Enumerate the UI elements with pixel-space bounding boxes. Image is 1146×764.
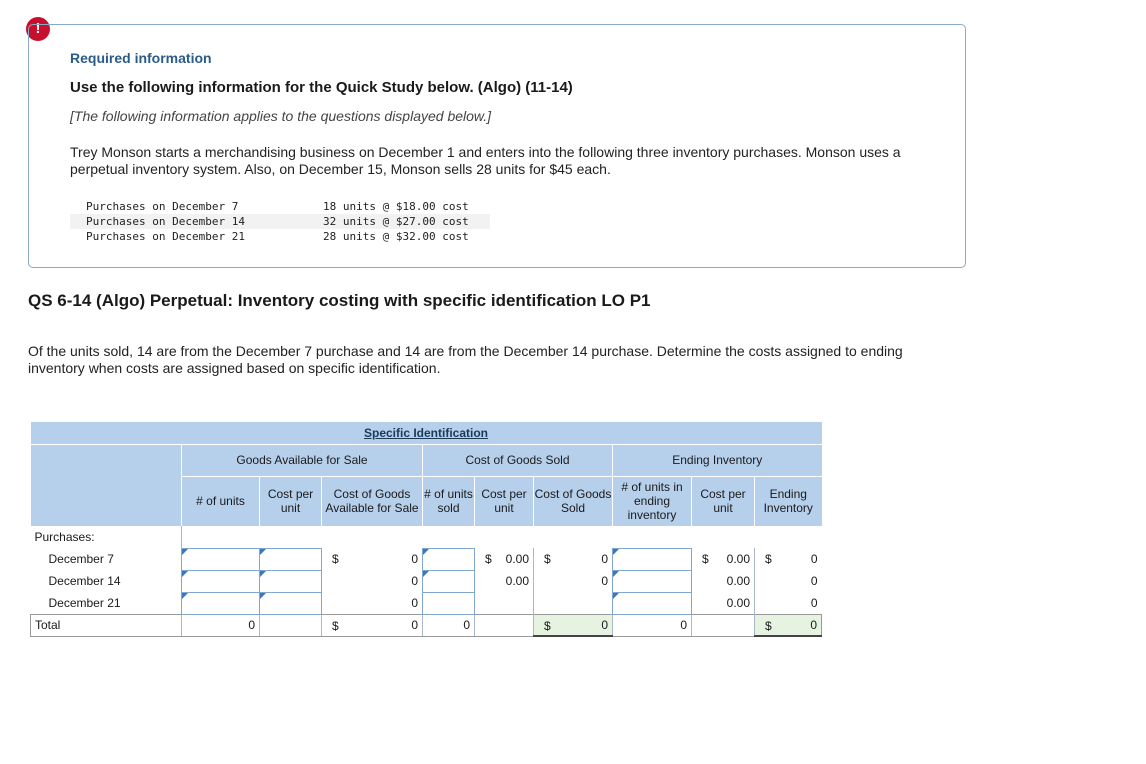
applies-note: [The following information applies to the questions displayed below.]: [70, 108, 492, 124]
specific-identification-table: [30, 422, 822, 637]
units-ending-input-dec21[interactable]: [613, 592, 692, 614]
quick-study-title: QS 6-14 (Algo) Perpetual: Inventory costing with specific identification LO P1: [28, 291, 651, 310]
cost-available-dec7: $ 0: [322, 548, 423, 570]
ending-dec7: $ 0: [755, 548, 822, 570]
total-units-ending: 0: [613, 614, 692, 636]
units-input-dec7[interactable]: [182, 548, 260, 570]
col-header-units-sold: # of units sold: [423, 476, 475, 526]
purchases-label: Purchases:: [34, 530, 95, 544]
cost-per-unit-ending-dec7: $ 0.00: [692, 548, 755, 570]
group-header-available: Goods Available for Sale: [182, 444, 423, 476]
col-header-units-ending: # of units in ending inventory: [613, 476, 692, 526]
cogs-dec14: 0: [534, 570, 613, 592]
table-row: [31, 570, 822, 592]
group-header-cogs: Cost of Goods Sold: [423, 444, 613, 476]
total-ending-inventory: $ 0: [755, 614, 822, 636]
units-ending-input-dec7[interactable]: [613, 548, 692, 570]
ending-dec14: 0: [755, 570, 822, 592]
purchase-row: Purchases on December 21 28 units @ $32.00 cost: [86, 230, 469, 243]
row-label: December 7: [48, 552, 114, 566]
total-label: Total: [31, 614, 182, 636]
use-info-heading: Use the following information for the Quick Study below. (Algo) (11-14): [70, 79, 573, 96]
cost-per-unit-input-dec21[interactable]: [260, 592, 322, 614]
purchase-row: Purchases on December 7 18 units @ $18.00 cost: [86, 200, 469, 213]
question-paragraph: Of the units sold, 14 are from the December 7 purchase and 14 are from the December 14 purchase. Determine the costs assigned to ending inventory when costs are assigned based on specific identification.: [28, 343, 903, 376]
ending-dec21: 0: [755, 592, 822, 614]
total-cost-available: $ 0: [322, 614, 423, 636]
col-header-cost-available: Cost of Goods Available for Sale: [322, 476, 423, 526]
cost-per-unit-sold-dec7: $ 0.00: [475, 548, 534, 570]
col-header-cogs: Cost of Goods Sold: [534, 476, 613, 526]
units-sold-input-dec14[interactable]: [423, 570, 475, 592]
units-sold-input-dec7[interactable]: [423, 548, 475, 570]
cost-available-dec21: 0: [322, 592, 423, 614]
units-sold-input-dec21[interactable]: [423, 592, 475, 614]
table-row: [31, 548, 822, 570]
total-units: 0: [182, 614, 260, 636]
total-units-sold: 0: [423, 614, 475, 636]
units-input-dec21[interactable]: [182, 592, 260, 614]
col-header-ending-inventory: Ending Inventory: [755, 476, 822, 526]
row-label: December 21: [48, 595, 121, 610]
cost-per-unit-ending-dec21: 0.00: [692, 592, 755, 614]
cost-per-unit-input-dec14[interactable]: [260, 570, 322, 592]
cost-per-unit-ending-dec14: 0.00: [692, 570, 755, 592]
required-info-title: Required information: [70, 50, 212, 66]
units-ending-input-dec14[interactable]: [613, 570, 692, 592]
col-header-cost-per-unit-sold: Cost per unit: [475, 476, 534, 526]
total-row: [31, 614, 822, 636]
total-cogs: $ 0: [534, 614, 613, 636]
alert-icon: !: [26, 17, 50, 41]
cogs-dec7: $ 0: [534, 548, 613, 570]
table-title: Specific Identification: [363, 425, 489, 440]
row-label: December 14: [48, 574, 121, 588]
table-row: [31, 592, 822, 614]
purchase-row: Purchases on December 14 32 units @ $27.00 cost: [70, 214, 490, 229]
corner-cell: [31, 444, 182, 526]
col-header-cost-per-unit: Cost per unit: [260, 476, 322, 526]
purchases-list: [70, 199, 490, 244]
intro-paragraph: Trey Monson starts a merchandising business on December 1 and enters into the following three inventory purchases. Monson uses a perpetual inventory system. Also, on December 15, Monson sells 28 units for $45 each.: [70, 144, 901, 177]
group-header-ending: Ending Inventory: [613, 444, 822, 476]
table-title-cell: [31, 422, 822, 444]
col-header-units: # of units: [182, 476, 260, 526]
cost-per-unit-input-dec7[interactable]: [260, 548, 322, 570]
cost-available-dec14: 0: [322, 570, 423, 592]
units-input-dec14[interactable]: [182, 570, 260, 592]
col-header-cost-per-unit-ending: Cost per unit: [692, 476, 755, 526]
cost-per-unit-sold-dec14: 0.00: [475, 570, 534, 592]
